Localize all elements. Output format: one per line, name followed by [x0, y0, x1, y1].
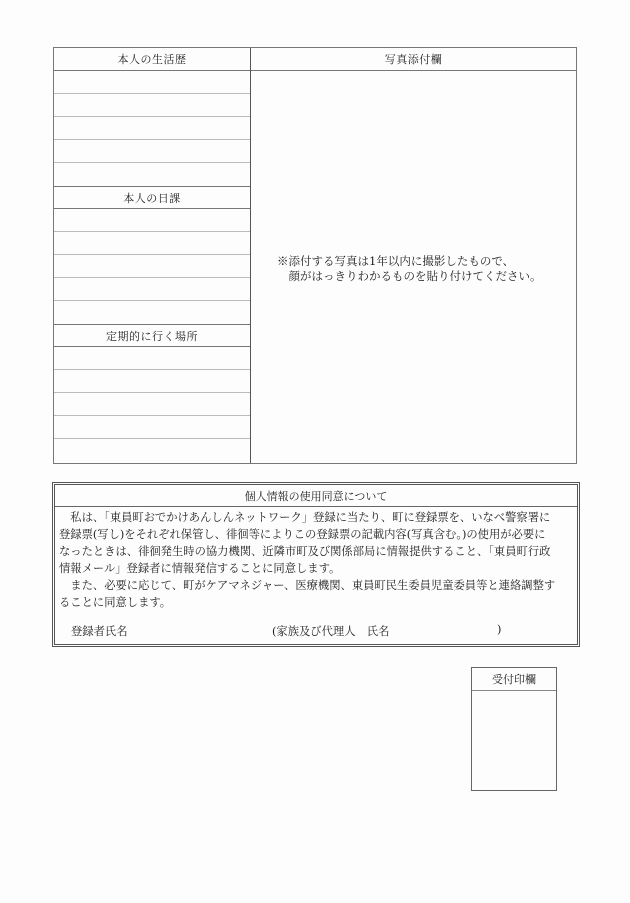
daily-routine-row-5[interactable] [54, 301, 250, 324]
consent-line-1: 私は、「東員町おでかけあんしんネットワーク」登録に当たり、町に登録票を、いなべ警察署に [59, 511, 551, 524]
registrant-name-label: 登録者氏名 [71, 625, 128, 638]
daily-routine-row-1[interactable] [54, 209, 250, 232]
agent-name-label: (家族及び代理人 氏名 [272, 625, 390, 638]
privacy-consent-box [52, 482, 580, 647]
regular-places-row-3[interactable] [54, 393, 250, 416]
life-history-row-2[interactable] [54, 94, 250, 117]
life-history-row-3[interactable] [54, 117, 250, 140]
daily-routine-header: 本人の日課 [54, 186, 250, 209]
receipt-stamp-header: 受付印欄 [472, 668, 556, 691]
photo-note-line-1: ※添付する写真は1年以内に撮影したもので、 [277, 254, 515, 268]
consent-line-2: 登録票(写し)をそれぞれ保管し、徘徊等によりこの登録票の記載内容(写真含む。)の使用が必要に [59, 528, 546, 541]
photo-note [277, 254, 542, 284]
regular-places-header: 定期的に行く場所 [54, 324, 250, 347]
left-column [54, 48, 251, 463]
daily-routine-row-3[interactable] [54, 255, 250, 278]
consent-title: 個人情報の使用同意について [55, 485, 577, 507]
consent-line-3: なったときは、徘徊発生時の協力機関、近隣市町及び関係部局に情報提供すること、「東員町行政 [59, 545, 551, 558]
life-history-header: 本人の生活歴 [54, 48, 250, 71]
daily-routine-row-2[interactable] [54, 232, 250, 255]
life-history-row-1[interactable] [54, 71, 250, 94]
profile-table [53, 47, 577, 464]
consent-line-6: ることに同意します。 [59, 596, 172, 609]
regular-places-row-1[interactable] [54, 347, 250, 370]
photo-attach-area[interactable] [251, 71, 576, 463]
regular-places-row-5[interactable] [54, 439, 250, 462]
regular-places-row-4[interactable] [54, 416, 250, 439]
agent-name-close-paren: ) [497, 623, 502, 636]
daily-routine-row-4[interactable] [54, 278, 250, 301]
consent-line-5: また、必要に応じて、町がケアマネジャー、医療機関、東員町民生委員児童委員等と連絡調整す [59, 579, 556, 592]
life-history-row-5[interactable] [54, 163, 250, 186]
regular-places-row-2[interactable] [54, 370, 250, 393]
consent-line-4: 情報メール」登録者に情報発信することに同意します。 [59, 562, 341, 575]
signature-line[interactable] [55, 623, 577, 640]
life-history-row-4[interactable] [54, 140, 250, 163]
photo-header: 写真添付欄 [251, 48, 576, 71]
receipt-stamp-box [471, 667, 557, 791]
consent-body [55, 507, 577, 611]
photo-column [251, 48, 576, 463]
photo-note-line-2: 顔がはっきりわかるものを貼り付けてください。 [277, 269, 542, 283]
